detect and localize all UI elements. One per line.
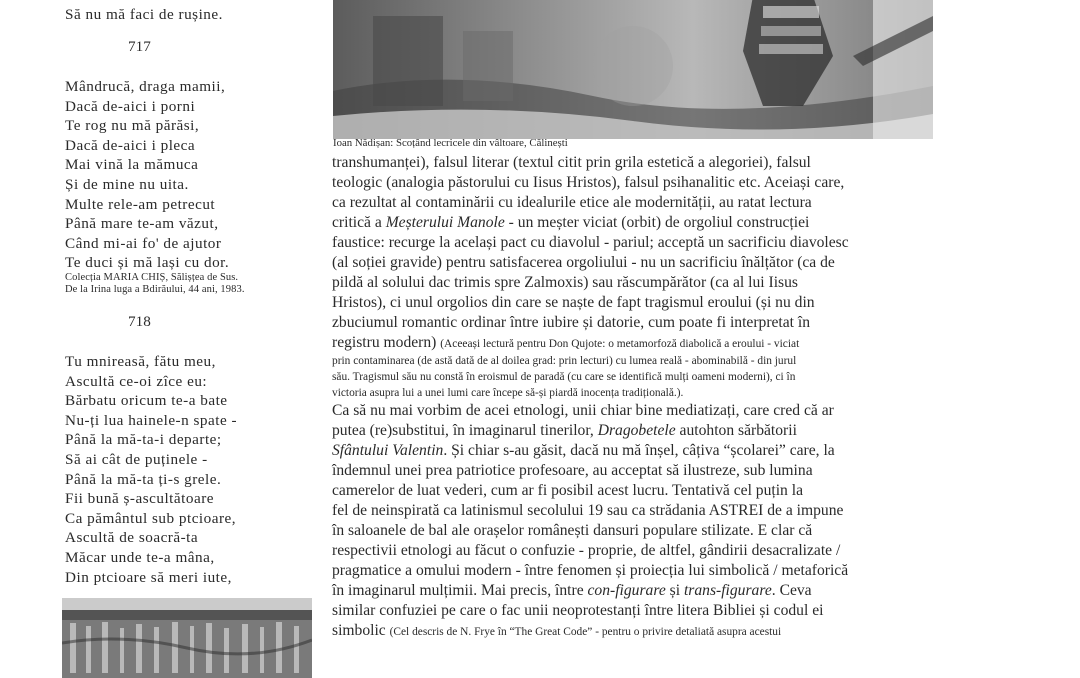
italic-title: Meșterului Manole [385,214,505,231]
credit-line: Colecția MARIA CHIȘ, Sălișțea de Sus. [65,272,239,283]
poem-716-last-line: Să nu mă faci de rușine. [65,6,223,23]
verse-line: Să ai cât de puținele - [65,450,208,468]
verse-line: Fii bună ș-ascultătoare [65,490,214,508]
text-line: Ca să nu mai vorbim de acei etnologi, unii chiar bine mediatizați, care cred că ar [332,402,834,419]
italic-term: Sfântului Valentin [332,442,444,459]
text-line: camerelor de luat vederi, cum ar fi posibil acest lucru. Tentativă cel puțin la [332,482,804,499]
poem-717-verses [65,77,229,273]
verse-line: Când mi-ai fo' de ajutor [65,234,222,252]
verse-line: Mândrucă, draga mamii, [65,78,226,95]
text-line: pildă al solului dac trimis spre Zalmoxis) sau răscumpărător (ca al lui Iisus [332,274,798,291]
text-line [332,581,932,601]
poem-718-verses [65,352,237,587]
verse-line: Mai vină la mămuca [65,156,199,174]
photo-woven-texture [62,598,312,678]
text-span: - un meșter viciat (orbit) de orgoliul construcției [504,214,810,231]
verse-line: Ascultă ce-oi zîce eu: [65,372,208,390]
footnote-inline: (Cel descris de N. Frye în “The Great Code” - pentru o privire detaliată asupra acestui [389,626,782,638]
text-span: autohton sărbătorii [675,422,797,439]
verse-line: Multe rele-am petrecut [65,195,216,213]
verse-line: Dacă de-aici i pleca [65,136,196,154]
text-span: în imaginarul mulțimii. Mai precis, între [332,582,588,599]
text-span: . Și chiar s-au găsit, dacă nu mă înșel, câțiva “școlarei” care, la [443,442,835,459]
text-line: Hristos), ci unul orgolios din care se naște de fapt tragismul eroului (și nu din [332,294,815,311]
text-line [332,621,932,641]
verse-line: Te rog nu mă părăsi, [65,117,200,135]
poem-number-718: 718 [128,313,151,330]
verse-line: Până mare te-am văzut, [65,215,219,233]
text-line: ca rezultat al contaminării cu idealurile etice ale modernității, au ratat lectura [332,194,812,211]
text-span: putea (re)substitui, în imaginarul tinerilor, [332,422,598,439]
text-line: zbuciumul romantic ordinar între iubire și datorie, cum poate fi interpretat în [332,314,811,331]
text-line: respectivii etnologi au făcut o confuzie - proprie, de altfel, gândirii desacralizate / [332,542,841,559]
photo-laundry-scene [333,0,933,139]
text-line [332,441,932,461]
credit-line: De la Irina luga a Bdirăului, 44 ani, 1983. [65,283,245,295]
text-line [332,421,932,441]
text-span: . Ceva [771,582,812,599]
text-span: simbolic [332,622,390,639]
text-line: teologic (analogia păstorului cu Iisus Hristos), falsul psihanalitic etc. Aceiași care, [332,174,845,191]
text-line [332,333,932,353]
text-span: și [665,582,684,599]
article-column [332,153,932,641]
italic-term: Dragobetele [597,422,676,439]
footnote-inline: (Aceeași lectură pentru Don Qujote: o metamorfoză diabolică a eroului - viciat [440,338,800,350]
verse-line: Tu mnireasă, fătu meu, [65,353,216,370]
footnote-line: prin contaminarea (de astă dată de al doilea grad: prin lecturi) cu lumea reală - abominabilă - din jurul [332,355,797,367]
verse-line: Și de mine nu uita. [65,175,189,193]
verse-line: Până la mă-ta-i departe; [65,431,222,449]
italic-term: trans-figurare [683,582,772,599]
text-span: critică a [332,214,386,231]
text-line: (al soției gravide) pentru satisfacerea orgoliului - nu un sacrificiu înălțător (ca de [332,254,835,271]
text-line: fel de neinspirată ca latinismul secolului 19 sau ca strădania ASTREI de a impune [332,502,844,519]
photo-caption: Ioan Nădișan: Scoțând lecricele din vâltoare, Călinești [333,137,568,149]
verse-line: Te duci și mă lași cu dor. [65,254,230,272]
italic-term: con-figurare [587,582,666,599]
text-line: similar confuziei pe care o fac unii neoprotestanți între litera Bibliei și codul ei [332,602,824,619]
text-line: îndemnul unei prea patriotice profesoare, au acceptat să ilustreze, sub lumina [332,462,813,479]
poem-717-credit [65,272,245,295]
poem-number-717: 717 [128,38,151,55]
text-line: în saloanele de bal ale orașelor românești dansuri populare stilizate. E clar că [332,522,813,539]
text-span: registru modern) [332,334,441,351]
text-line [332,213,932,233]
text-line: pragmatice a omului modern - între fenomen și proiecția lui simbolică / metaforică [332,562,849,579]
verse-line: Ca pământul sub ptcioare, [65,509,237,527]
verse-line: Măcar unde te-a mâna, [65,548,215,566]
verse-line: Dacă de-aici i porni [65,97,196,115]
text-line: transhumanței), falsul literar (textul citit prin grila estetică a alegoriei), falsul [332,154,811,171]
verse-line: Din ptcioare să meri iute, [65,568,232,586]
text-line: faustice: recurge la același pact cu diavolul - pariul; acceptă un sacrificiu diavolesc [332,234,849,251]
footnote-line: său. Tragismul său nu constă în eroismul de paradă (cu care se identifică mulți oameni moderni), ci în [332,371,796,383]
verse-line: Ascultă de soacră-ta [65,529,199,547]
footnote-line: victoria asupra lui a unei lumi care începe să-și piardă inocența tradițională.). [332,387,684,399]
verse-line: Nu-ți lua hainele-n spate - [65,411,238,429]
verse-line: Bărbatu oricum te-a bate [65,392,228,410]
verse-line: Până la mă-ta ți-s grele. [65,470,222,488]
